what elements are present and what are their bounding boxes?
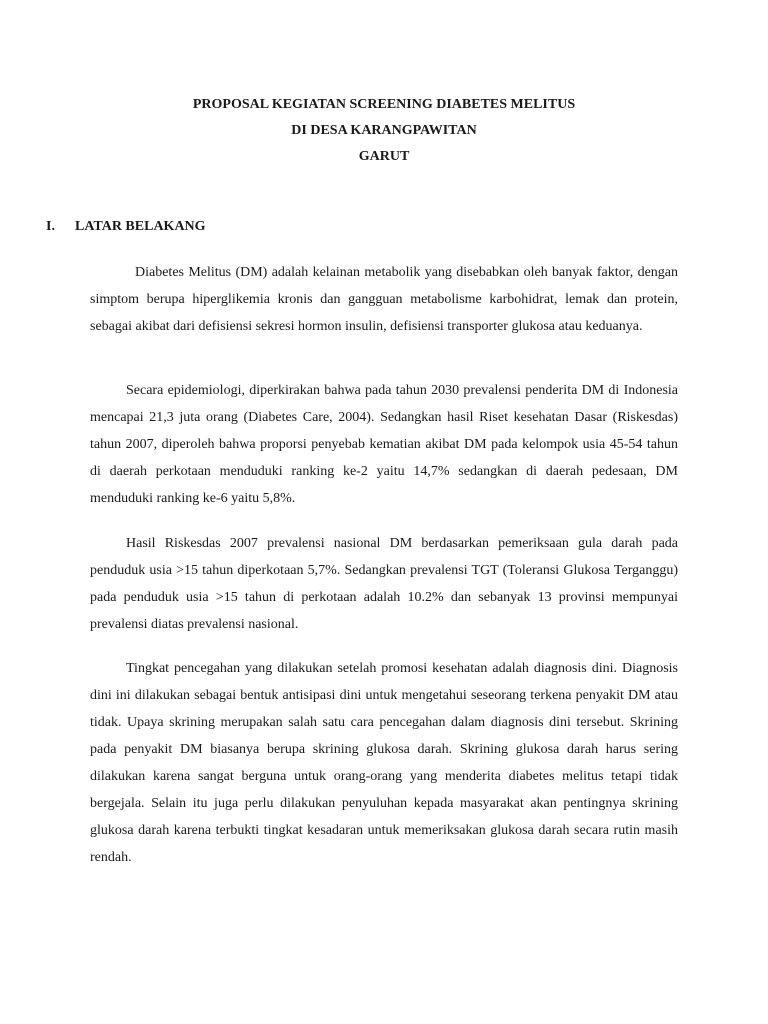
section-title: LATAR BELAKANG <box>75 219 206 234</box>
title-line-1: PROPOSAL KEGIATAN SCREENING DIABETES MELITUS <box>192 97 576 112</box>
title-line-3: GARUT <box>358 149 410 164</box>
paragraph-1: Diabetes Melitus (DM) adalah kelainan metabolik yang disebabkan oleh banyak faktor, dengan simptom berupa hiperglikemia kronis dan gangguan metabolisme karbohidrat, lemak dan protein, sebagai akibat dari defisiensi sekresi hormon insulin, defisiensi transporter glukosa atau keduanya. <box>90 265 678 334</box>
title-line-2: DI DESA KARANGPAWITAN <box>291 123 477 138</box>
document-title <box>0 92 768 170</box>
paragraph-2: Secara epidemiologi, diperkirakan bahwa pada tahun 2030 prevalensi penderita DM di Indonesia mencapai 21,3 juta orang (Diabetes Care, 2004). Sedangkan hasil Riset kesehatan Dasar (Riskesdas) tahun 2007, diperoleh bahwa proporsi penyebab kematian akibat DM pada kelompok usia 45-54 tahun di daerah perkotaan menduduki ranking ke-2 yaitu 14,7% sedangkan di daerah pedesaan, DM menduduki ranking ke-6 yaitu 5,8%. <box>90 383 678 506</box>
paragraph-4: Tingkat pencegahan yang dilakukan setelah promosi kesehatan adalah diagnosis dini. Diagnosis dini ini dilakukan sebagai bentuk antisipasi dini untuk mengetahui seseorang terkena penyakit DM atau tidak. Upaya skrining merupakan salah satu cara pencegahan dalam diagnosis dini tersebut. Skrining pada penyakit DM biasanya berupa skrining glukosa darah. Skrining glukosa darah harus sering dilakukan karena sangat berguna untuk orang-orang yang menderita diabetes melitus tetapi tidak bergejala. Selain itu juga perlu dilakukan penyuluhan kepada masyarakat akan pentingnya skrining glukosa darah karena terbukti tingkat kesadaran untuk memeriksakan glukosa darah secara rutin masih rendah. <box>90 661 678 865</box>
section-heading <box>46 217 206 237</box>
paragraph-3: Hasil Riskesdas 2007 prevalensi nasional DM berdasarkan pemeriksaan gula darah pada penduduk usia >15 tahun diperkotaan 5,7%. Sedangkan prevalensi TGT (Toleransi Glukosa Terganggu) pada penduduk usia >15 tahun di perkotaan adalah 10.2% dan sebanyak 13 provinsi mempunyai prevalensi diatas prevalensi nasional. <box>90 536 678 632</box>
section-number: I. <box>46 219 55 234</box>
